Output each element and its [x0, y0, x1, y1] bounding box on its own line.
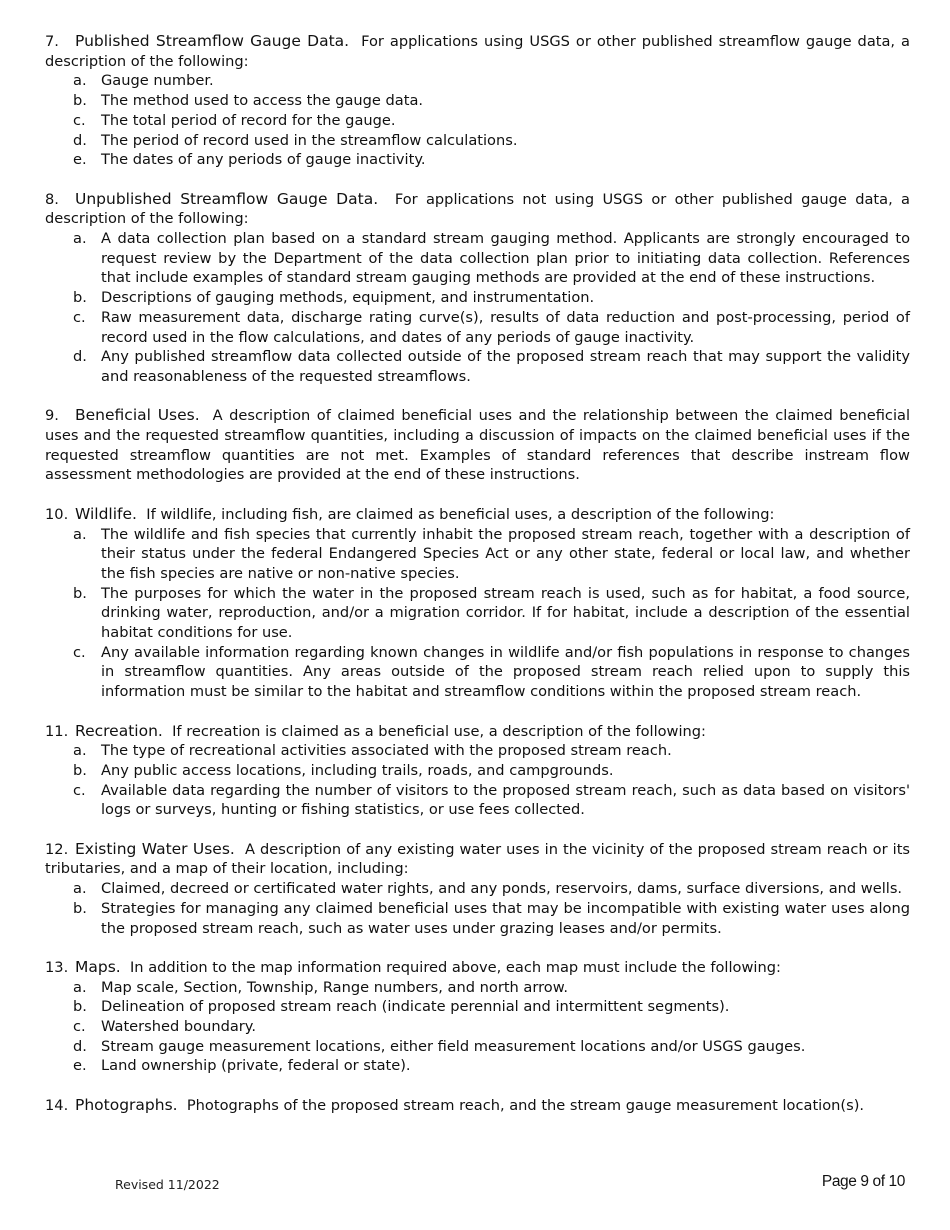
list-item	[45, 978, 910, 998]
section-intro: If recreation is claimed as a beneficial use, a description of the following:	[172, 722, 706, 740]
list-item-letter: d.	[73, 348, 87, 366]
list-item-text: Strategies for managing any claimed beneficial uses that may be incompatible with existing water uses along the proposed stream reach, such as water uses under grazing leases and/or permits.	[101, 899, 910, 937]
list-item	[45, 308, 910, 347]
list-item-letter: b.	[73, 998, 87, 1016]
list-item-letter: a.	[73, 525, 87, 543]
list-item-text: Watershed boundary.	[101, 1018, 256, 1036]
section-number: 11.	[45, 722, 69, 740]
list-item	[45, 1056, 910, 1076]
list-item-text: Claimed, decreed or certificated water rights, and any ponds, reservoirs, dams, surface diversions, and wells.	[101, 880, 903, 898]
section-9	[45, 406, 910, 485]
section-intro: In addition to the map information required above, each map must include the following:	[130, 958, 781, 976]
list-item	[45, 997, 910, 1017]
section-number: 8.	[45, 190, 59, 208]
page-number: Page 9 of 10	[821, 1173, 905, 1190]
list-item-letter: b.	[73, 899, 87, 917]
list-item-letter: d.	[73, 131, 87, 149]
list-item	[45, 111, 910, 131]
list-item-text: Any public access locations, including trails, roads, and campgrounds.	[101, 761, 614, 779]
section-item-list	[45, 525, 910, 702]
document-body	[45, 32, 910, 1135]
section-heading: Published Streamflow Gauge Data.	[75, 32, 350, 50]
section-8	[45, 190, 910, 387]
section-heading: Maps.	[75, 957, 121, 976]
section-12	[45, 840, 910, 939]
list-item	[45, 879, 910, 899]
list-item-text: Descriptions of gauging methods, equipment, and instrumentation.	[101, 289, 595, 307]
revision-date: Revised 11/2022	[115, 1177, 220, 1192]
list-item-text: Map scale, Section, Township, Range numbers, and north arrow.	[101, 978, 568, 996]
list-item	[45, 229, 910, 288]
section-11	[45, 722, 910, 821]
list-item	[45, 781, 910, 820]
list-item	[45, 584, 910, 643]
section-10	[45, 505, 910, 702]
list-item-text: A data collection plan based on a standard stream gauging method. Applicants are strongly encouraged to request review by the Department of the data collection plan prior to initiating data collection. References that include examples of standard stream gauging methods are provided at the end of these instructions.	[101, 230, 910, 287]
list-item-letter: c.	[73, 308, 86, 326]
section-item-list	[45, 879, 910, 938]
list-item	[45, 150, 910, 170]
section-heading: Photographs.	[75, 1095, 178, 1114]
section-intro: If wildlife, including fish, are claimed as beneficial uses, a description of the following:	[146, 505, 775, 523]
list-item-text: Gauge number.	[101, 72, 214, 90]
section-intro: A description of any existing water uses in the vicinity of the proposed stream reach or its tributaries, and a map of their location, including:	[45, 840, 911, 878]
list-item-letter: b.	[73, 761, 87, 779]
list-item-text: The period of record used in the streamflow calculations.	[101, 131, 518, 149]
section-intro-paragraph	[45, 505, 910, 525]
section-intro-paragraph	[45, 722, 910, 742]
list-item-letter: a.	[73, 880, 87, 898]
section-intro-paragraph	[45, 1096, 910, 1116]
list-item	[45, 1017, 910, 1037]
section-heading: Existing Water Uses.	[75, 839, 235, 858]
list-item-text: The total period of record for the gauge.	[101, 111, 396, 129]
list-item-text: The type of recreational activities associated with the proposed stream reach.	[101, 742, 672, 760]
list-item-letter: a.	[73, 230, 87, 248]
list-item-letter: a.	[73, 978, 87, 996]
section-number: 7.	[45, 33, 59, 50]
list-item-text: Stream gauge measurement locations, either field measurement locations and/or USGS gauges.	[101, 1037, 806, 1055]
section-number: 12.	[45, 840, 69, 858]
list-item-text: The purposes for which the water in the proposed stream reach is used, such as for habitat, a food source, drinking water, reproduction, and/or a migration corridor. If for habitat, include a description of the essential habitat conditions for use.	[101, 584, 910, 642]
list-item-letter: c.	[73, 1018, 86, 1036]
section-heading: Unpublished Streamflow Gauge Data.	[75, 189, 379, 208]
section-number: 13.	[45, 958, 69, 976]
list-item-letter: a.	[73, 742, 87, 760]
list-item	[45, 899, 910, 938]
section-heading: Wildlife.	[75, 504, 137, 523]
section-intro-paragraph	[45, 406, 910, 485]
list-item-letter: e.	[73, 151, 87, 169]
list-item	[45, 761, 910, 781]
section-heading: Beneficial Uses.	[75, 406, 200, 425]
section-item-list	[45, 978, 910, 1077]
list-item-letter: b.	[73, 289, 87, 307]
list-item-text: Delineation of proposed stream reach (indicate perennial and intermittent segments).	[101, 998, 730, 1016]
list-item-letter: c.	[73, 781, 86, 799]
section-intro: For applications not using USGS or other published gauge data, a description of the following:	[45, 190, 910, 228]
list-item-text: Available data regarding the number of visitors to the proposed stream reach, such as data based on visitors' logs or surveys, hunting or fishing statistics, or use fees collected.	[101, 781, 910, 819]
section-item-list	[45, 229, 910, 387]
list-item-text: The dates of any periods of gauge inactivity.	[101, 151, 426, 169]
section-intro: A description of claimed beneficial uses and the relationship between the claimed beneficial uses and the requested streamflow quantities, including a discussion of impacts on the claimed beneficial uses if the requested streamflow quantities are not met. Examples of standard references that describe instream flow assessment methodologies are provided at the end of these instructions.	[45, 407, 911, 484]
section-number: 14.	[45, 1096, 69, 1114]
list-item-text: The method used to access the gauge data.	[101, 92, 424, 110]
list-item	[45, 131, 910, 151]
list-item	[45, 71, 910, 91]
list-item	[45, 1037, 910, 1057]
list-item-text: Land ownership (private, federal or state).	[101, 1057, 411, 1075]
section-13	[45, 958, 910, 1076]
section-intro: Photographs of the proposed stream reach, and the stream gauge measurement location(s).	[186, 1096, 865, 1114]
list-item-letter: b.	[73, 92, 87, 110]
list-item-letter: c.	[73, 111, 86, 129]
list-item	[45, 347, 910, 386]
list-item-letter: d.	[73, 1037, 87, 1055]
list-item	[45, 91, 910, 111]
list-item-text: The wildlife and fish species that currently inhabit the proposed stream reach, together with a description of their status under the federal Endangered Species Act or any other state, federal or local law, and whether the fish species are native or non-native species.	[101, 525, 910, 582]
list-item	[45, 288, 910, 308]
section-7	[45, 32, 910, 170]
list-item	[45, 643, 910, 702]
list-item-text: Any available information regarding known changes in wildlife and/or fish populations in response to changes in streamflow quantities. Any areas outside of the proposed stream reach relied upon to supply this information must be similar to the habitat and streamflow conditions within the proposed stream reach.	[101, 643, 910, 701]
section-item-list	[45, 71, 910, 170]
list-item	[45, 525, 910, 584]
section-intro-paragraph	[45, 958, 910, 978]
section-number: 10.	[45, 505, 69, 523]
section-intro-paragraph	[45, 840, 910, 879]
section-14	[45, 1096, 910, 1116]
section-item-list	[45, 741, 910, 820]
list-item-text: Any published streamflow data collected outside of the proposed stream reach that may support the validity and reasonableness of the requested streamflows.	[101, 348, 910, 385]
list-item	[45, 741, 910, 761]
list-item-text: Raw measurement data, discharge rating curve(s), results of data reduction and post-processing, period of record used in the flow calculations, and dates of any periods of gauge inactivity.	[101, 308, 910, 346]
list-item-letter: e.	[73, 1057, 87, 1075]
section-intro: For applications using USGS or other published streamflow gauge data, a description of the following:	[45, 33, 911, 70]
section-intro-paragraph	[45, 32, 910, 71]
section-intro-paragraph	[45, 190, 910, 229]
section-number: 9.	[45, 407, 59, 425]
list-item-letter: a.	[73, 72, 87, 90]
section-heading: Recreation.	[75, 721, 163, 740]
list-item-letter: b.	[73, 584, 87, 602]
list-item-letter: c.	[73, 643, 86, 661]
